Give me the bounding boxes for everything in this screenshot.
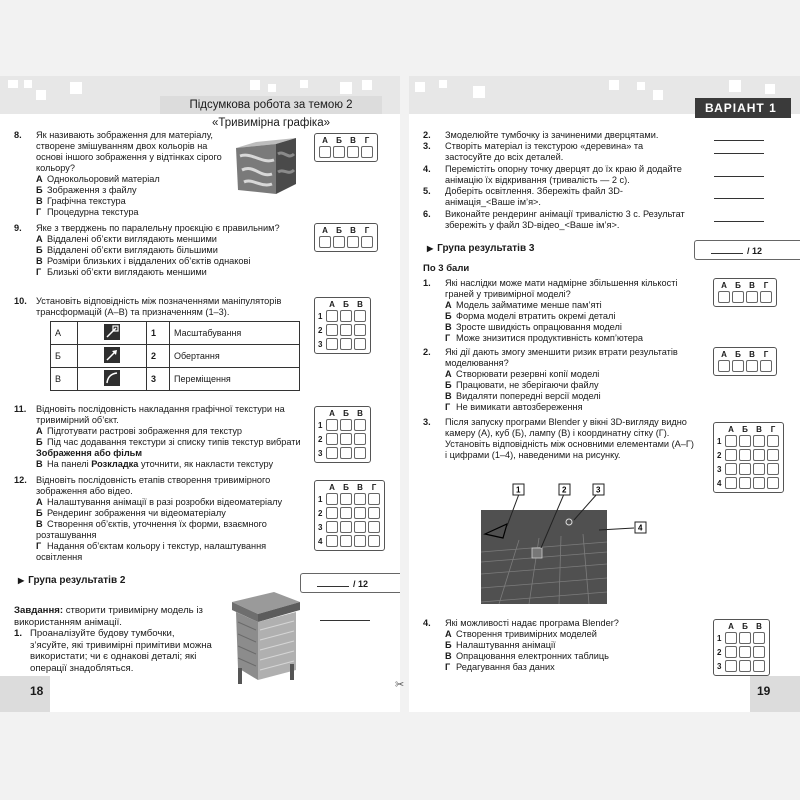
answer-grid-q12[interactable]: А Б В Г 1 2 3 4 xyxy=(314,480,385,551)
answer-cell[interactable] xyxy=(340,521,352,533)
answer-cell[interactable] xyxy=(753,435,765,447)
answer-grid-q10[interactable]: А Б В 1 2 3 xyxy=(314,297,371,354)
question-number: 11. xyxy=(14,404,27,414)
group-3-header: ▶ Група результатів 3 xyxy=(427,243,535,254)
answer-cell[interactable] xyxy=(753,646,765,658)
answer-line[interactable] xyxy=(714,197,764,199)
option[interactable]: В Опрацювання електронних таблиць xyxy=(445,651,609,661)
option[interactable]: В Зросте швидкість опрацювання моделі xyxy=(445,322,622,332)
answer-cell[interactable] xyxy=(354,338,366,350)
matching-table xyxy=(50,321,300,391)
answer-cell[interactable] xyxy=(718,360,730,372)
answer-cell[interactable] xyxy=(340,324,352,336)
question-number: 9. xyxy=(14,223,22,233)
task-step-3: 3. Створіть матеріал із текстурою «деревина» та застосуйте до всіх деталей. xyxy=(423,141,644,162)
answer-cell[interactable] xyxy=(354,433,366,445)
question-8 xyxy=(14,130,224,218)
move-gizmo-icon xyxy=(104,347,120,363)
answer-cell[interactable] xyxy=(326,324,338,336)
header-decoration xyxy=(653,90,663,100)
question-4: 4. Які можливості надає програма Blender? А Створення тривимірних моделей Б Налаштування анімації В Опрацювання електронних таблиць Г Редагування баз даних xyxy=(423,618,695,673)
answer-cell[interactable] xyxy=(725,646,737,658)
row-number: 1 xyxy=(147,322,170,345)
header-decoration xyxy=(70,82,82,94)
answer-cell[interactable] xyxy=(340,433,352,445)
answer-cell[interactable] xyxy=(326,338,338,350)
answer-cell[interactable] xyxy=(340,338,352,350)
score-line[interactable] xyxy=(711,241,743,254)
answer-cell[interactable] xyxy=(739,646,751,658)
option[interactable]: Б Працювати, не зберігаючи файлу xyxy=(445,380,599,390)
option[interactable]: Г Близькі об’єкти виглядають меншими xyxy=(36,267,207,277)
gizmo-icon-cell xyxy=(78,322,147,345)
answer-cell[interactable] xyxy=(326,310,338,322)
question-text: Які наслідки може мати надмірне збільшення кількості граней у тривимірної моделі? xyxy=(445,278,678,299)
answer-cell[interactable] xyxy=(354,419,366,431)
answer-cell[interactable] xyxy=(326,447,338,459)
option[interactable]: В Розміри близьких і віддалених об’єктів однакові xyxy=(36,256,251,266)
header-title: Підсумкова робота за темою 2 «Тривимірна графіка» xyxy=(160,96,382,114)
answer-cell[interactable] xyxy=(368,507,380,519)
answer-cell[interactable] xyxy=(725,660,737,672)
answer-cell[interactable] xyxy=(739,435,751,447)
option[interactable]: Г Надання об’єктам кольору і текстур, налаштування освітлення xyxy=(36,541,267,562)
option[interactable]: Б Зображення з файлу xyxy=(36,185,137,195)
page-number: 18 xyxy=(30,684,44,698)
answer-cell[interactable] xyxy=(354,507,366,519)
question-number: 12. xyxy=(14,475,27,485)
answer-cell[interactable] xyxy=(368,521,380,533)
header-decoration xyxy=(24,80,32,88)
answer-cell[interactable] xyxy=(354,447,366,459)
score-line[interactable] xyxy=(317,574,349,587)
answer-cell[interactable] xyxy=(326,493,338,505)
option[interactable]: Б Форма моделі втратить окремі деталі xyxy=(445,311,616,321)
row-letter: В xyxy=(51,368,78,391)
answer-cell[interactable] xyxy=(361,146,373,158)
answer-line[interactable] xyxy=(714,152,764,154)
answer-cell[interactable] xyxy=(347,146,359,158)
answer-cell[interactable] xyxy=(354,493,366,505)
gizmo-icon-cell xyxy=(78,345,147,368)
right-page xyxy=(409,76,800,712)
answer-cell[interactable] xyxy=(753,632,765,644)
triangle-bullet-icon: ▶ xyxy=(18,576,25,585)
answer-line[interactable] xyxy=(714,175,764,177)
group-2-header: ▶ Група результатів 2 xyxy=(18,575,126,586)
header-decoration xyxy=(268,84,276,92)
option[interactable]: В Графічна текстура xyxy=(36,196,126,206)
left-page xyxy=(0,76,400,712)
row-purpose: Переміщення xyxy=(170,368,300,391)
option[interactable]: А Налаштування анімації в разі розробки відеоматеріалу xyxy=(36,497,283,507)
answer-cell[interactable] xyxy=(368,535,380,547)
answer-line[interactable] xyxy=(320,619,370,621)
answer-cell[interactable] xyxy=(725,477,737,489)
answer-cell[interactable] xyxy=(753,477,765,489)
header-decoration xyxy=(637,82,645,90)
score-box: / 12 xyxy=(694,240,800,260)
option[interactable]: Б Налаштування анімації xyxy=(445,640,556,650)
answer-cell[interactable] xyxy=(354,535,366,547)
triangle-bullet-icon: ▶ xyxy=(427,244,434,253)
answer-cell[interactable] xyxy=(340,535,352,547)
texture-cube-image xyxy=(232,134,300,196)
answer-cell[interactable] xyxy=(739,477,751,489)
header-decoration xyxy=(439,80,447,88)
option[interactable]: А Віддалені об’єкти виглядають меншими xyxy=(36,234,217,244)
answer-cell[interactable] xyxy=(753,449,765,461)
answer-cell[interactable] xyxy=(340,507,352,519)
answer-grid-q11[interactable]: А Б В 1 2 3 xyxy=(314,406,371,463)
scissors-icon: ✂ xyxy=(395,679,405,691)
answer-grid-r-q2[interactable]: А Б В Г xyxy=(713,347,777,376)
question-number: 10. xyxy=(14,296,27,306)
answer-cell[interactable] xyxy=(767,463,779,475)
answer-cell[interactable] xyxy=(354,521,366,533)
answer-cell[interactable] xyxy=(340,447,352,459)
callout-3: 3 xyxy=(596,485,601,495)
task-description: Завдання: створити тривимірну модель із використанням анімації. xyxy=(14,605,203,628)
page-number: 19 xyxy=(757,684,771,698)
question-9 xyxy=(14,223,299,278)
answer-cell[interactable] xyxy=(739,632,751,644)
answer-grid-r-q1[interactable]: А Б В Г xyxy=(713,278,777,307)
gizmo-icon-cell xyxy=(78,368,147,391)
cube-object xyxy=(532,548,542,558)
answer-cell[interactable] xyxy=(725,632,737,644)
question-1: 1. Які наслідки може мати надмірне збільшення кількості граней у тривимірної моделі? А Модель займатиме менше пам’яті Б Форма моделі втратить окремі деталі В Зросте швидкість опрацювання моделі Г Може знизитися продуктивність комп’ютера xyxy=(423,278,695,344)
option[interactable]: В Видаляти попередні версії моделі xyxy=(445,391,601,401)
rotate-gizmo-icon xyxy=(104,370,120,386)
option[interactable]: Б Віддалені об’єкти виглядають більшими xyxy=(36,245,218,255)
answer-grid-r-q3[interactable]: А Б В Г 1 2 3 4 xyxy=(713,422,784,493)
variant-label: ВАРІАНТ 1 xyxy=(695,98,791,118)
answer-cell[interactable] xyxy=(732,291,744,303)
answer-grid-q9[interactable]: А Б В Г xyxy=(314,223,378,252)
answer-cell[interactable] xyxy=(319,146,331,158)
answer-cell[interactable] xyxy=(333,236,345,248)
header-decoration xyxy=(415,82,425,92)
answer-cell[interactable] xyxy=(319,236,331,248)
option[interactable]: Б Під час додавання текстури зі списку типів текстур вибрати Зображення або фільм xyxy=(36,437,301,458)
option[interactable]: А Створювати резервні копії моделі xyxy=(445,369,600,379)
question-text: Які дії дають змогу зменшити ризик втрати результатів моделювання? xyxy=(445,347,678,368)
question-text: Які можливості надає програма Blender? xyxy=(445,618,619,628)
row-number: 2 xyxy=(147,345,170,368)
callout-1: 1 xyxy=(516,485,521,495)
answer-cell[interactable] xyxy=(739,660,751,672)
answer-cell[interactable] xyxy=(746,360,758,372)
row-letter: А xyxy=(51,322,78,345)
answer-cell[interactable] xyxy=(340,310,352,322)
answer-cell[interactable] xyxy=(354,310,366,322)
option[interactable]: Г Може знизитися продуктивність комп’ютера xyxy=(445,333,644,343)
callout-2: 2 xyxy=(562,485,567,495)
points-label: По 3 бали xyxy=(423,263,470,274)
task-step-6: 6. Виконайте рендеринг анімації тривалістю 3 с. Результат збережіть у файл 3D-відео_<Ваше ім’я>. xyxy=(423,209,685,230)
answer-line[interactable] xyxy=(714,139,764,141)
task-step-2: 2. Змоделюйте тумбочку із зачиненими дверцятами. xyxy=(423,130,659,140)
header-decoration xyxy=(250,80,260,90)
answer-cell[interactable] xyxy=(725,449,737,461)
blender-viewport-figure xyxy=(479,482,664,606)
question-text: Установіть відповідність між позначеннями маніпуляторів трансформацій (А–В) та призначенням (1–3). xyxy=(36,296,282,317)
question-text: Відновіть послідовність накладання графічної текстури на тривимірний об’єкт. xyxy=(36,404,285,425)
nightstand-image xyxy=(226,588,304,688)
question-3: 3. Після запуску програми Blender у вікні 3D-вигляду видно камеру (А), куб (Б), лампу (В) і координатну сітку (Г). Установіть відповідність між основними елементами (А–Г) і цифрами (1–4), наведеними на рисунку. xyxy=(423,417,694,460)
answer-cell[interactable] xyxy=(767,435,779,447)
question-text: Як називають зображення для матеріалу, створене змішуванням двох кольорів на основі іншого зображення у відтінках сірого кольору? xyxy=(36,130,222,173)
callout-4: 4 xyxy=(638,523,643,533)
answer-cell[interactable] xyxy=(753,463,765,475)
answer-cell[interactable] xyxy=(326,419,338,431)
header-decoration xyxy=(729,80,741,92)
question-2: 2. Які дії дають змогу зменшити ризик втрати результатів моделювання? А Створювати резервні копії моделі Б Працювати, не зберігаючи файлу В Видаляти попередні версії моделі Г Не вимикати автозбереження xyxy=(423,347,695,413)
header-decoration xyxy=(300,80,308,88)
task-step-4: 4. Перемістіть опорну точку дверцят до їх краю й додайте анімацію їх відкривання (тривалість — 2 с). xyxy=(423,164,682,185)
option[interactable]: В Створення об’єктів, уточнення їх форми, взаємного розташування xyxy=(36,519,267,540)
option[interactable]: А Модель займатиме менше пам’яті xyxy=(445,300,602,310)
answer-cell[interactable] xyxy=(732,360,744,372)
option[interactable]: Г Процедурна текстура xyxy=(36,207,139,217)
answer-grid-q8[interactable]: А Б В Г xyxy=(314,133,378,162)
answer-cell[interactable] xyxy=(725,435,737,447)
answer-cell[interactable] xyxy=(354,324,366,336)
scale-gizmo-icon xyxy=(104,324,120,340)
header-decoration xyxy=(473,86,485,98)
option[interactable]: А Створення тривимірних моделей xyxy=(445,629,597,639)
answer-cell[interactable] xyxy=(326,521,338,533)
answer-cell[interactable] xyxy=(760,360,772,372)
option[interactable]: В На панелі Розкладка уточнити, як накласти текстуру xyxy=(36,459,274,469)
option[interactable]: А Однокольоровий матеріал xyxy=(36,174,160,184)
question-text: Яке з тверджень по паралельну проєкцію є правильним? xyxy=(36,223,280,233)
answer-cell[interactable] xyxy=(333,146,345,158)
answer-line[interactable] xyxy=(714,220,764,222)
answer-cell[interactable] xyxy=(326,433,338,445)
question-text: Після запуску програми Blender у вікні 3D-вигляду видно камеру (А), куб (Б), лампу (В) і координатну сітку (Г). xyxy=(445,417,687,438)
header-decoration xyxy=(8,80,18,88)
answer-cell[interactable] xyxy=(739,449,751,461)
task-step-1: 1. Проаналізуйте будову тумбочки, з’ясуйте, які тривимірні примітиви можна використати; чи є однакові деталі; які операції знадобляться. xyxy=(14,628,212,674)
answer-cell[interactable] xyxy=(739,463,751,475)
header-decoration xyxy=(340,82,352,94)
answer-cell[interactable] xyxy=(767,449,779,461)
answer-cell[interactable] xyxy=(725,463,737,475)
answer-cell[interactable] xyxy=(368,493,380,505)
row-purpose: Обертання xyxy=(170,345,300,368)
answer-cell[interactable] xyxy=(326,507,338,519)
answer-cell[interactable] xyxy=(340,493,352,505)
task-step-5: 5. Доберіть освітлення. Збережіть файл 3D-анімація_<Ваше ім’я>. xyxy=(423,186,623,207)
header-decoration xyxy=(36,90,46,100)
row-letter: Б xyxy=(51,345,78,368)
question-11 xyxy=(14,404,304,470)
question-text: Відновіть послідовність етапів створення тривимірного зображення або відео. xyxy=(36,475,271,496)
question-text: Установіть відповідність між основними елементами (А–Г) і цифрами (1–4), наведеними на рисунку. xyxy=(445,439,694,460)
answer-cell[interactable] xyxy=(326,535,338,547)
option[interactable]: Б Рендеринг зображення чи відеоматеріалу xyxy=(36,508,226,518)
row-purpose: Масштабування xyxy=(170,322,300,345)
answer-grid-r-q4[interactable]: А Б В 1 2 3 xyxy=(713,619,770,676)
answer-cell[interactable] xyxy=(746,291,758,303)
option[interactable]: Г Не вимикати автозбереження xyxy=(445,402,583,412)
header-decoration xyxy=(609,80,619,90)
option[interactable]: А Підготувати растрові зображення для текстур xyxy=(36,426,242,436)
answer-cell[interactable] xyxy=(760,291,772,303)
answer-cell[interactable] xyxy=(340,419,352,431)
row-number: 3 xyxy=(147,368,170,391)
option[interactable]: Г Редагування баз даних xyxy=(445,662,555,672)
header-decoration xyxy=(362,80,372,90)
score-box: / 12 xyxy=(300,573,400,593)
question-10 xyxy=(14,296,304,318)
question-12 xyxy=(14,475,304,563)
answer-cell[interactable] xyxy=(361,236,373,248)
answer-cell[interactable] xyxy=(753,660,765,672)
header-decoration xyxy=(765,84,775,94)
answer-cell[interactable] xyxy=(767,477,779,489)
question-number: 8. xyxy=(14,130,22,140)
answer-cell[interactable] xyxy=(347,236,359,248)
answer-cell[interactable] xyxy=(718,291,730,303)
